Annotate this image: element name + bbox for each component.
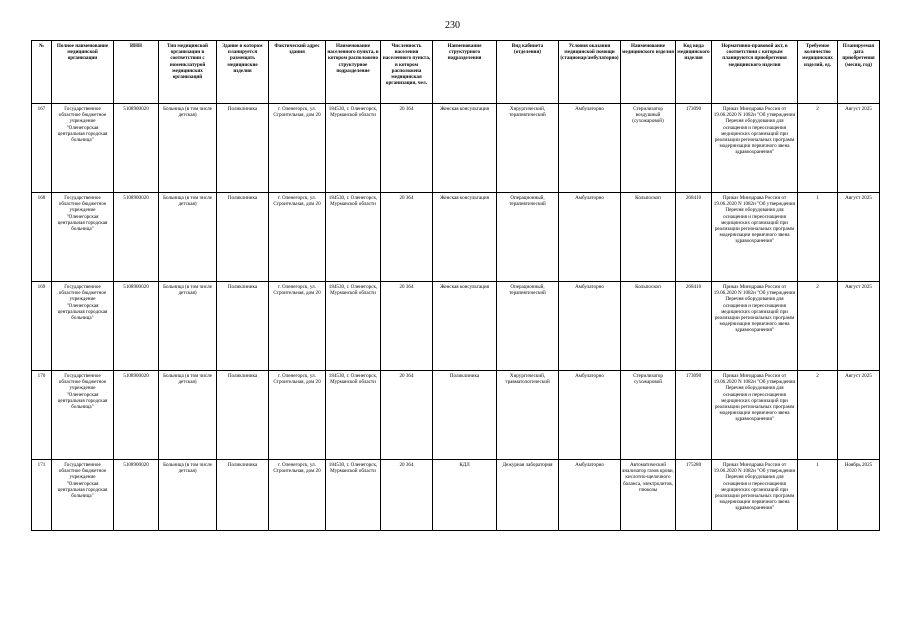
cell-settlement: 184530, г. Оленегорск, Мурманской области [326, 460, 381, 531]
header-cell: Условия оказания медицинской помощи (стационар/амбулаторно) [559, 41, 621, 104]
cell-unit: Женская консультация [433, 282, 497, 371]
cell-org: Государственное областное бюджетное учреждение "Оленегорская центральная городская больница" [52, 282, 114, 371]
cell-org: Государственное областное бюджетное учреждение "Оленегорская центральная городская больница" [52, 193, 114, 282]
cell-code: 268410 [676, 193, 712, 282]
header-cell: Наименование населенного пункта, в котором расположено структурное подразделение [326, 41, 381, 104]
table-row [32, 460, 880, 531]
header-cell: Требуемое количество медицинских изделий, ед. [798, 41, 838, 104]
cell-code: 268410 [676, 282, 712, 371]
cell-address: г. Оленегорск, ул. Строительная, дом 20 [269, 460, 326, 531]
cell-population: 20 364 [381, 193, 433, 282]
cell-quantity: 2 [798, 282, 838, 371]
cell-cabinet: Хирургический, травматологический [497, 371, 559, 460]
cell-act: Приказ Минздрава России от 19.06.2020 N 1082н "Об утверждении Перечня оборудования для оснащения и переоснащения медицинских организаций при реализации региональных программ модернизации первичного звена здравоохранения" [712, 460, 798, 531]
cell-quantity: 1 [798, 193, 838, 282]
header-cell: ИНН [114, 41, 159, 104]
cell-type: Больница (в том числе детская) [159, 460, 217, 531]
cell-population: 20 364 [381, 371, 433, 460]
cell-address: г. Оленегорск, ул. Строительная, дом 20 [269, 193, 326, 282]
header-cell: Код вида медицинского изделия [676, 41, 712, 104]
cell-address: г. Оленегорск, ул. Строительная, дом 20 [269, 282, 326, 371]
cell-conditions: Амбулаторно [559, 193, 621, 282]
header-cell: Численность населения населенного пункта, в котором расположена медицинская организация, чел. [381, 41, 433, 104]
cell-quantity: 1 [798, 460, 838, 531]
cell-device: Стерилизатор сухожаровой [621, 371, 676, 460]
cell-inn: 5108900020 [114, 282, 159, 371]
cell-inn: 5108900020 [114, 371, 159, 460]
cell-building: Поликлиника [217, 282, 269, 371]
header-cell: № [32, 41, 52, 104]
cell-unit: Женская консультация [433, 193, 497, 282]
cell-date: Август 2025 [838, 371, 880, 460]
table-header-row [32, 41, 880, 104]
cell-date: Август 2025 [838, 104, 880, 193]
cell-cabinet: Дежурная лаборатория [497, 460, 559, 531]
cell-unit: Поликлиника [433, 371, 497, 460]
cell-num: 168 [32, 193, 52, 282]
cell-building: Поликлиника [217, 371, 269, 460]
cell-act: Приказ Минздрава России от 19.06.2020 N 1082н "Об утверждении Перечня оборудования для оснащения и переоснащения медицинских организаций при реализации региональных программ модернизации первичного звена здравоохранения" [712, 371, 798, 460]
cell-quantity: 2 [798, 371, 838, 460]
cell-settlement: 184530, г. Оленегорск, Мурманской области [326, 371, 381, 460]
cell-cabinet: Операционный, терапевтический [497, 193, 559, 282]
cell-building: Поликлиника [217, 104, 269, 193]
table-row [32, 104, 880, 193]
cell-device: Кольпоскоп [621, 282, 676, 371]
cell-building: Поликлиника [217, 193, 269, 282]
header-cell: Вид кабинета (отделения) [497, 41, 559, 104]
table-row [32, 282, 880, 371]
cell-population: 20 364 [381, 282, 433, 371]
cell-code: 173090 [676, 371, 712, 460]
cell-type: Больница (в том числе детская) [159, 104, 217, 193]
header-cell: Наименование медицинского изделия [621, 41, 676, 104]
header-cell: Тип медицинской организации в соответствии с номенклатурой медицинских организаций [159, 41, 217, 104]
cell-org: Государственное областное бюджетное учреждение "Оленегорская центральная городская больница" [52, 104, 114, 193]
cell-code: 173090 [676, 104, 712, 193]
equipment-table [31, 40, 880, 531]
header-cell: Фактический адрес здания [269, 41, 326, 104]
cell-org: Государственное областное бюджетное учреждение "Оленегорская центральная городская больница" [52, 460, 114, 531]
cell-act: Приказ Минздрава России от 19.06.2020 N 1082н "Об утверждении Перечня оборудования для оснащения и переоснащения медицинских организаций при реализации региональных программ модернизации первичного звена здравоохранения" [712, 104, 798, 193]
cell-settlement: 184530, г. Оленегорск, Мурманской области [326, 282, 381, 371]
table-row [32, 371, 880, 460]
cell-unit: КДЛ [433, 460, 497, 531]
header-cell: Планируемая дата приобретения (месяц, год) [838, 41, 880, 104]
cell-num: 169 [32, 282, 52, 371]
cell-device: Кольпоскоп [621, 193, 676, 282]
cell-num: 170 [32, 371, 52, 460]
cell-act: Приказ Минздрава России от 19.06.2020 N 1082н "Об утверждении Перечня оборудования для оснащения и переоснащения медицинских организаций при реализации региональных программ модернизации первичного звена здравоохранения" [712, 282, 798, 371]
cell-act: Приказ Минздрава России от 19.06.2020 N 1082н "Об утверждении Перечня оборудования для оснащения и переоснащения медицинских организаций при реализации региональных программ модернизации первичного звена здравоохранения" [712, 193, 798, 282]
cell-inn: 5108900020 [114, 104, 159, 193]
table-row [32, 193, 880, 282]
cell-device: Автоматический анализатор газов крови, кислотно-щелочного баланса, электролитов, глюкозы [621, 460, 676, 531]
cell-date: Август 2025 [838, 282, 880, 371]
cell-conditions: Амбулаторно [559, 282, 621, 371]
cell-quantity: 2 [798, 104, 838, 193]
cell-settlement: 184530, г. Оленегорск, Мурманской области [326, 104, 381, 193]
cell-num: 171 [32, 460, 52, 531]
cell-code: 175280 [676, 460, 712, 531]
page-number: 230 [445, 20, 460, 31]
cell-date: Август 2025 [838, 193, 880, 282]
cell-unit: Женская консультация [433, 104, 497, 193]
cell-population: 20 364 [381, 460, 433, 531]
cell-conditions: Амбулаторно [559, 104, 621, 193]
header-cell: Полное наименование медицинской организации [52, 41, 114, 104]
cell-org: Государственное областное бюджетное учреждение "Оленегорская центральная городская больница" [52, 371, 114, 460]
cell-conditions: Амбулаторно [559, 371, 621, 460]
cell-address: г. Оленегорск, ул. Строительная, дом 20 [269, 104, 326, 193]
cell-building: Поликлиника [217, 460, 269, 531]
cell-device: Стерилизатор воздушный (сухожаровой) [621, 104, 676, 193]
header-cell: Наименование структурного подразделения [433, 41, 497, 104]
cell-inn: 5108900020 [114, 460, 159, 531]
header-cell: Здание в котором планируется размещать медицинские изделия [217, 41, 269, 104]
cell-address: г. Оленегорск, ул. Строительная, дом 20 [269, 371, 326, 460]
cell-conditions: Амбулаторно [559, 460, 621, 531]
cell-cabinet: Хирургический, терапевтический [497, 104, 559, 193]
cell-date: Ноябрь 2025 [838, 460, 880, 531]
cell-type: Больница (в том числе детская) [159, 371, 217, 460]
cell-type: Больница (в том числе детская) [159, 193, 217, 282]
cell-inn: 5108900020 [114, 193, 159, 282]
cell-population: 20 364 [381, 104, 433, 193]
cell-cabinet: Операционный, терапевтический [497, 282, 559, 371]
header-cell: Нормативно-правовой акт, в соответствии с которым планируются приобретения медицинского изделия [712, 41, 798, 104]
cell-num: 167 [32, 104, 52, 193]
cell-type: Больница (в том числе детская) [159, 282, 217, 371]
cell-settlement: 184530, г. Оленегорск, Мурманской области [326, 193, 381, 282]
